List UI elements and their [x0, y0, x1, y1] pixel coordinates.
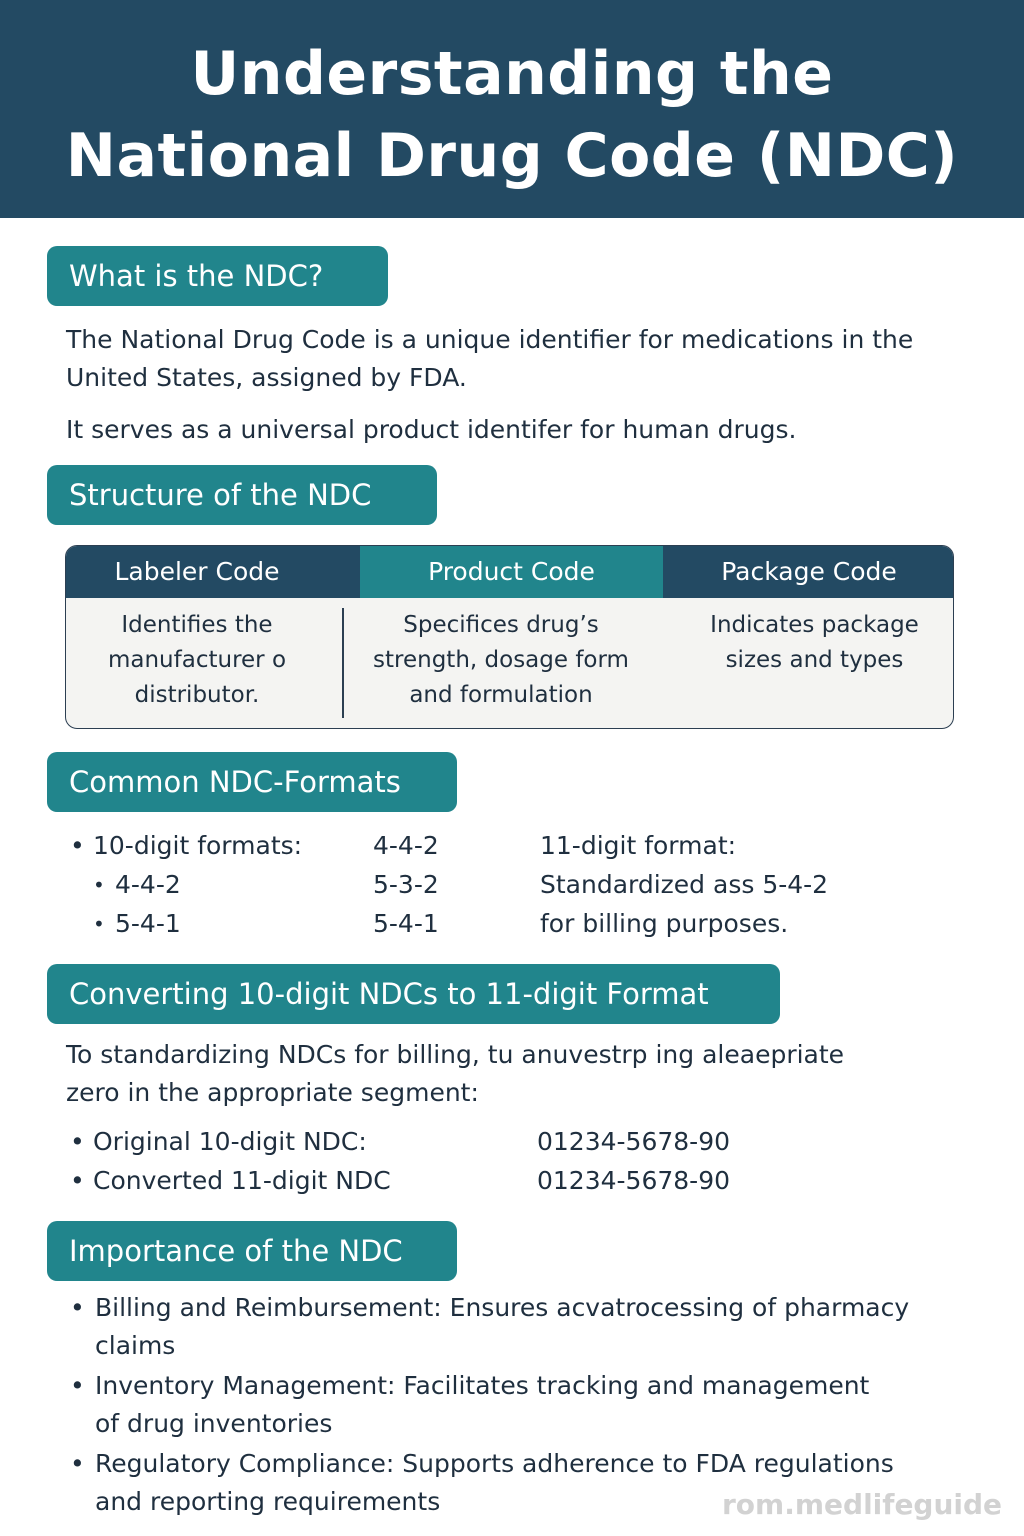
table-cell-labeler	[66, 608, 328, 713]
table-cell-line: distributor.	[134, 682, 260, 708]
table-header-product: Product Code	[360, 546, 663, 598]
table-cell-line: and formulation	[409, 682, 593, 708]
page-title-line-1: Understanding the	[190, 39, 834, 109]
format-pattern: 5-3-2	[373, 870, 439, 899]
format-pattern: 4-4-2	[373, 831, 439, 860]
importance-item-regulatory-cont: and reporting requirements	[95, 1487, 441, 1516]
importance-bullet: •	[70, 1449, 85, 1478]
format-10-digit-label: 10-digit formats:	[93, 831, 303, 860]
table-cell-product	[356, 608, 646, 713]
table-cell-line: Indicates package	[710, 612, 919, 638]
format-10-digit-option: 4-4-2	[115, 870, 181, 899]
importance-bullet: •	[70, 1293, 85, 1322]
importance-item-regulatory: Regulatory Compliance: Supports adherence to FDA regulations	[95, 1449, 894, 1478]
table-divider	[342, 608, 344, 718]
section-heading-importance: Importance of the NDC	[47, 1221, 457, 1281]
converting-intro-line-1: To standardizing NDCs for billing, tu anuvestrp ing aleaepriate	[66, 1040, 845, 1069]
table-cell-line: manufacturer o	[107, 647, 287, 673]
page-title-line-2: National Drug Code (NDC)	[65, 121, 959, 191]
site-watermark: rom.medlifeguide	[722, 1488, 1003, 1521]
section-heading-converting: Converting 10-digit NDCs to 11-digit Format	[47, 964, 780, 1024]
importance-item-billing-cont: claims	[95, 1331, 176, 1360]
section-heading-structure: Structure of the NDC	[47, 465, 437, 525]
format-sub-bullet: •	[93, 912, 105, 936]
converting-bullet: •	[70, 1166, 85, 1195]
converting-intro-line-2: zero in the appropriate segment:	[66, 1078, 479, 1107]
converting-converted-value: 01234-5678-90	[537, 1166, 731, 1195]
converting-original-value: 01234-5678-90	[537, 1127, 731, 1156]
table-cell-line: sizes and types	[725, 647, 904, 673]
converting-converted-label: Converted 11-digit NDC	[93, 1166, 391, 1195]
format-sub-bullet: •	[93, 873, 105, 897]
format-11-digit-desc: Standardized ass 5-4-2	[540, 870, 829, 899]
table-cell-package	[666, 608, 954, 678]
table-cell-line: Identifies the	[121, 612, 273, 638]
table-header-package: Package Code	[663, 546, 954, 598]
importance-item-inventory: Inventory Management: Facilitates tracking and management	[95, 1371, 870, 1400]
format-bullet: •	[70, 831, 85, 860]
table-cell-line: strength, dosage form	[373, 647, 629, 673]
section-heading-formats: Common NDC-Formats	[47, 752, 457, 812]
converting-bullet: •	[70, 1127, 85, 1156]
format-11-digit-desc: for billing purposes.	[540, 909, 789, 938]
what-paragraph-line-2: United States, assigned by FDA.	[66, 363, 467, 392]
format-10-digit-option: 5-4-1	[115, 909, 181, 938]
page-header	[0, 0, 1024, 218]
importance-bullet: •	[70, 1371, 85, 1400]
importance-item-billing: Billing and Reimbursement: Ensures acvatrocessing of pharmacy	[95, 1293, 910, 1322]
what-paragraph-line-1: The National Drug Code is a unique identifier for medications in the	[66, 325, 914, 354]
converting-original-label: Original 10-digit NDC:	[93, 1127, 367, 1156]
table-header-spacer	[328, 546, 360, 598]
table-cell-line: Specifices drug’s	[403, 612, 599, 638]
section-heading-what: What is the NDC?	[47, 246, 388, 306]
format-pattern: 5-4-1	[373, 909, 439, 938]
what-paragraph-2: It serves as a universal product identifer for human drugs.	[66, 415, 797, 444]
ndc-structure-table	[65, 545, 954, 729]
importance-item-inventory-cont: of drug inventories	[95, 1409, 333, 1438]
table-header-labeler: Labeler Code	[66, 546, 328, 598]
format-11-digit-label: 11-digit format:	[540, 831, 737, 860]
